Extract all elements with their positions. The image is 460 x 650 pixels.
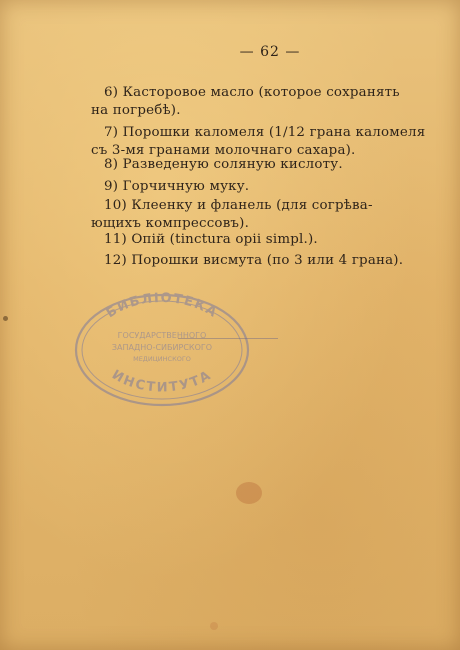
list-item-line: на погребѣ). bbox=[91, 103, 181, 118]
svg-text:БИБЛІОТЕКА bbox=[104, 291, 220, 321]
paper-stain bbox=[236, 482, 262, 504]
list-item-line: 11) Опій (tinctura opii simpl.). bbox=[104, 232, 318, 247]
list-item bbox=[104, 156, 400, 174]
library-stamp bbox=[72, 288, 252, 408]
list-item-line: съ 3-мя гранами молочнаго сахара). bbox=[91, 143, 356, 158]
stamp-line-3: МЕДИЦИНСКОГО bbox=[133, 355, 191, 363]
stamp-line-2: ЗАПАДНО-СИБИРСКОГО bbox=[111, 343, 213, 352]
paper-stain bbox=[3, 316, 8, 321]
list-item-line: 10) Клеенку и фланель (для согрѣва- bbox=[104, 198, 373, 213]
list-item bbox=[104, 231, 400, 249]
list-item-line: 9) Горчичную муку. bbox=[104, 179, 250, 194]
list-item bbox=[104, 252, 404, 270]
list-item bbox=[91, 197, 400, 233]
list-item bbox=[91, 124, 426, 160]
svg-text:ИНСТИТУТА bbox=[109, 367, 215, 395]
list-item bbox=[91, 84, 400, 120]
stamp-top-text: БИБЛІОТЕКА bbox=[103, 290, 221, 322]
stamp-bottom-text: ИНСТИТУТА bbox=[109, 367, 215, 396]
list-item-line: 7) Порошки каломеля (1/12 грана каломеля bbox=[104, 125, 426, 140]
list-item-line: 8) Разведеную соляную кислоту. bbox=[104, 157, 343, 172]
list-item bbox=[104, 178, 400, 196]
stamp-underline bbox=[178, 338, 278, 339]
list-item-line: 6) Касторовое масло (которое сохранять bbox=[104, 85, 400, 100]
paper-stain bbox=[210, 622, 218, 630]
list-item-line: 12) Порошки висмута (по 3 или 4 грана). bbox=[104, 253, 404, 268]
page-number: — 62 — bbox=[239, 44, 301, 60]
stamp-line-1: ГОСУДАРСТВЕННОГО bbox=[117, 331, 207, 340]
list-item-line: ющихъ компрессовъ). bbox=[91, 216, 250, 231]
